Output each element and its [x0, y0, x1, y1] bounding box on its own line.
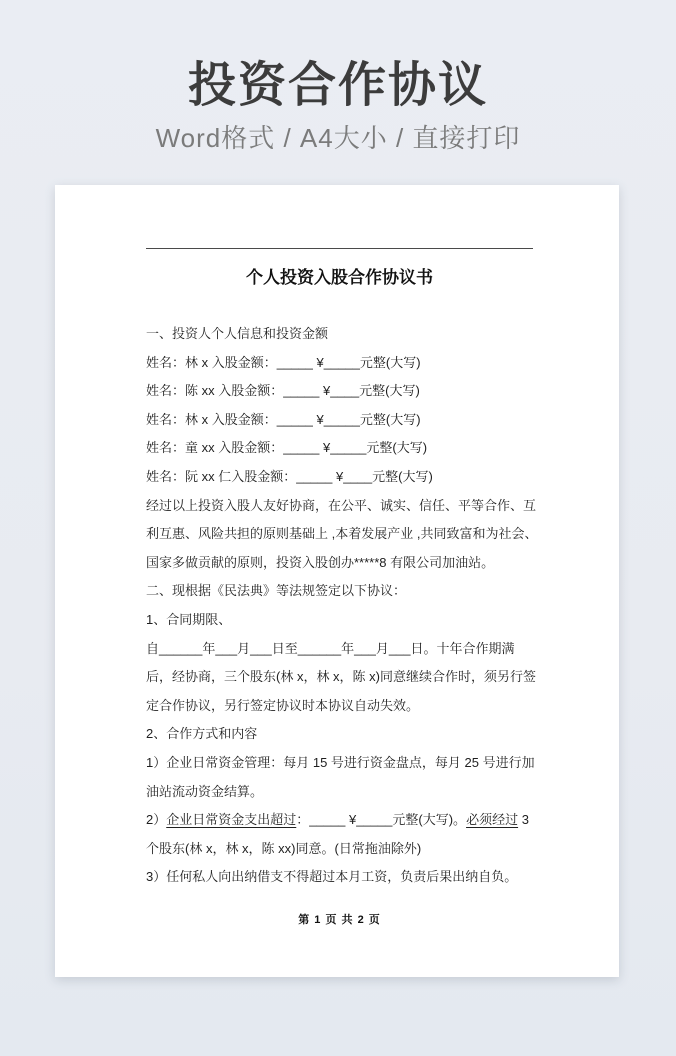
doc-line: 1、合同期限、 [146, 611, 232, 627]
doc-line: 3）任何私人向出纳借支不得超过本月工资，负责后果出纳自负。 [146, 869, 518, 885]
hero-header [0, 0, 676, 153]
doc-line: 油站流动资金结算。 [146, 783, 264, 799]
doc-line: 利互惠、风险共担的原则基础上 ,本着发展产业 ,共同致富和为社会、 [146, 526, 538, 542]
doc-line: 2、合作方式和内容 [146, 726, 258, 742]
doc-line: 自______年___月___日至______年___月___日。十年合作期满 [146, 640, 515, 656]
page-number-footer: 第 1 页 共 2 页 [298, 913, 381, 926]
doc-line: 姓名：童 xx 入股金额：_____ ¥_____元整(大写) [146, 440, 428, 456]
doc-line: 2）企业日常资金支出超过：_____ ¥_____元整(大写)。必须经过 3 [146, 812, 529, 828]
hero-title: 投资合作协议 [187, 59, 488, 112]
doc-line: 姓名：阮 xx 仁入股金额：_____ ¥____元整(大写) [146, 468, 433, 484]
header-rule-divider [146, 248, 533, 249]
document-title: 个人投资入股合作协议书 [246, 268, 433, 287]
doc-line: 定合作协议，另行签定协议时本协议自动失效。 [146, 697, 420, 713]
doc-line: 后，经协商，三个股东(林 x，林 x，陈 x)同意继续合作时，须另行签 [146, 669, 536, 685]
doc-line: 姓名：陈 xx 入股金额：_____ ¥____元整(大写) [146, 383, 420, 399]
doc-line: 姓名：林 x 入股金额：_____ ¥_____元整(大写) [146, 354, 421, 370]
doc-line: 一、投资人个人信息和投资金额 [146, 326, 329, 341]
doc-line: 国家多做贡献的原则，投资入股创办*****8 有限公司加油站。 [146, 554, 495, 570]
document-content [55, 185, 619, 928]
doc-line: 1）企业日常资金管理：每月 15 号进行资金盘点，每月 25 号进行加 [146, 754, 535, 770]
document-page [55, 185, 619, 977]
doc-line: 个股东(林 x，林 x，陈 xx)同意。(日常拖油除外) [146, 840, 422, 856]
document-body [146, 320, 538, 892]
doc-line: 经过以上投资入股人友好协商，在公平、诚实、信任、平等合作、互 [146, 497, 537, 513]
doc-line: 二、现根据《民法典》等法规签定以下协议： [146, 583, 407, 599]
doc-line: 姓名：林 x 入股金额：_____ ¥_____元整(大写) [146, 411, 421, 427]
hero-subtitle: Word格式 / A4大小 / 直接打印 [155, 123, 521, 153]
